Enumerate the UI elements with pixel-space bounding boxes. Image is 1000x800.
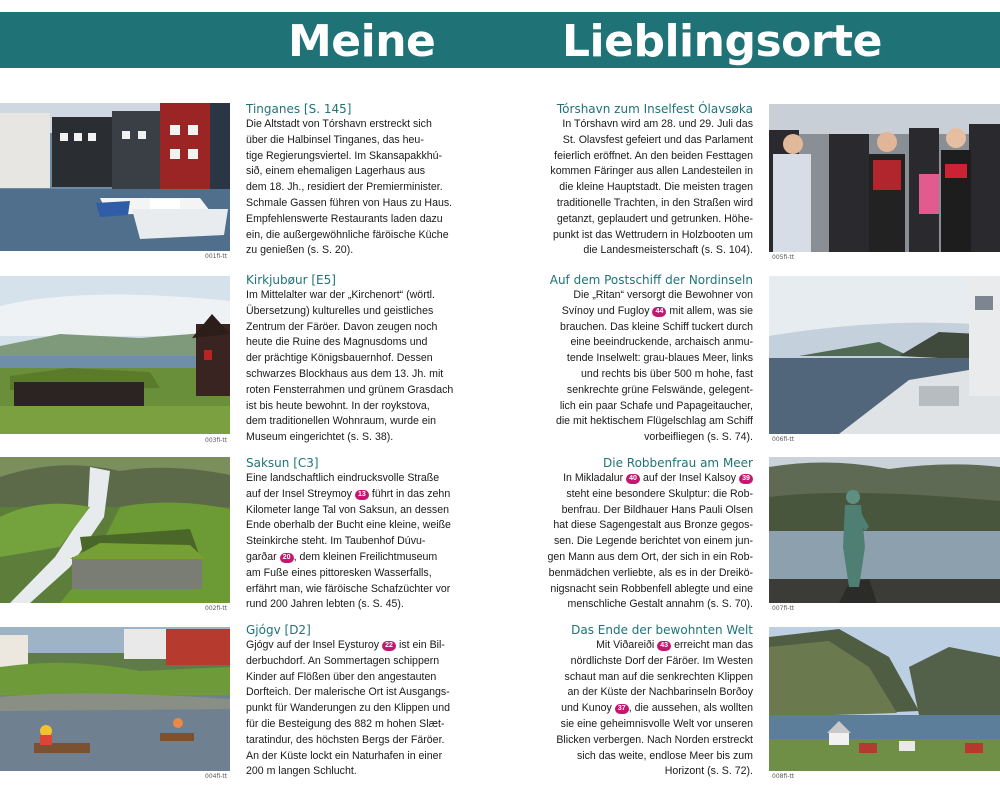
photo-credit: 004fi-tt xyxy=(205,773,228,780)
text-line: hat diese Sagengestalt aus Bronze gegos- xyxy=(553,519,753,532)
text-line: ist bis heute bewohnt. In der roykstova, xyxy=(246,399,430,412)
text-line: tige Regierungsviertel. Im Skansapakkhú- xyxy=(246,149,443,162)
text-line: schaut man auf die senkrechten Klippen xyxy=(564,670,753,683)
text-line: gen Mann aus dem Ort, der sich in ein Rob- xyxy=(547,550,753,563)
entry-olavsoka xyxy=(538,101,753,259)
entry-text xyxy=(538,117,753,259)
photo-robbenfrau-statue xyxy=(769,457,1000,603)
text-line: roten Fensterrahmen und grünem Grasdach xyxy=(246,383,454,396)
text-line: Mit Viðareiði 43 erreicht man das xyxy=(596,639,753,651)
text-line: über die Halbinsel Tinganes, das heu- xyxy=(246,133,424,146)
text-line: vorbeifliegen (s. S. 74). xyxy=(644,431,753,444)
text-line: lich ein paar Schafe und Papageitaucher, xyxy=(559,399,753,412)
text-line: erfährt man, wie färöische Schafzüchter vor xyxy=(246,582,451,595)
entry-text xyxy=(246,117,456,259)
text-line: eine beeindruckende, archaisch anmu- xyxy=(570,336,753,349)
photo-vidareidi-village xyxy=(769,627,1000,771)
entry-robbenfrau xyxy=(538,455,753,613)
text-line: feierlich eröffnet. An den beiden Festtagen xyxy=(554,149,753,162)
map-number-badge: 39 xyxy=(739,474,753,484)
text-line: für die Besteigung des 882 m hohen Slæt- xyxy=(246,717,445,730)
text-line: benfrau. Der Bildhauer Hans Pauli Olsen xyxy=(561,503,753,516)
text-line: Empfehlenswerte Restaurants laden dazu xyxy=(246,212,443,225)
text-line: nigsnacht sein Robbenfell ablegte und eine xyxy=(550,582,753,595)
photo-credit: 007fi-tt xyxy=(772,605,795,612)
text-line: die Landesmeisterschaft (s. S. 104). xyxy=(583,244,753,257)
entry-saksun xyxy=(246,455,456,613)
text-line: getanzt, geplaudert und getrunken. Höhe- xyxy=(556,212,753,225)
text-line: Dorfteich. Der malerische Ort ist Ausgangs- xyxy=(246,686,450,699)
map-number-badge: 40 xyxy=(626,474,640,484)
text-line: 200 m langen Schlucht. xyxy=(246,765,357,778)
entry-title: Gjógv [D2] xyxy=(246,623,311,637)
text-line: Die Altstadt von Tórshavn erstreckt sich xyxy=(246,118,432,130)
entry-tinganes xyxy=(246,101,456,259)
text-line: benmädchen verliebte, als es in der Dreikö- xyxy=(548,566,753,579)
map-number-badge: 20 xyxy=(280,553,294,563)
text-line: rund 200 Jahren lebten (s. S. 45). xyxy=(246,598,404,611)
map-number-badge: 43 xyxy=(657,641,671,651)
text-line: heute die Ruine des Magnusdoms und xyxy=(246,336,428,349)
photo-credit: 001fi-tt xyxy=(205,253,228,260)
entry-vidareidi xyxy=(538,622,753,780)
text-line: In Mikladalur 40 auf der Insel Kalsoy 39 xyxy=(538,471,753,487)
text-line: Kinder auf Flößen über den angestauten xyxy=(246,670,437,683)
text-line: punkt ist das Wettrudern in Holzbooten um xyxy=(552,228,753,241)
entry-text xyxy=(538,471,753,613)
text-line: sen. Die Legende berichtet von einem jun- xyxy=(553,535,753,548)
entry-title: Saksun [C3] xyxy=(246,456,319,470)
text-line: tende Inselwelt: grau-blaues Meer, links xyxy=(566,352,753,365)
entry-title: Tórshavn zum Inselfest Ólavsøka xyxy=(556,102,753,116)
text-line: Gjógv auf der Insel Eysturoy 22 ist ein Bil- xyxy=(246,639,445,651)
text-line: am Fuße eines pittoresken Wasserfalls, xyxy=(246,566,432,579)
text-line: Kilometer lange Tal von Saksun, an dessen xyxy=(246,503,449,516)
text-line: an der Küste der Nachbarinseln Borðoy xyxy=(567,686,753,699)
photo-olavsoka-crowd xyxy=(769,104,1000,252)
text-line: kommen Färinger aus allen Landesteilen in xyxy=(550,165,753,178)
text-line: ein, die außergewöhnliche färöische Küche xyxy=(246,228,449,241)
text-line: brauchen. Das kleine Schiff tuckert durch xyxy=(560,320,753,333)
heading-word-meine: Meine xyxy=(288,16,436,67)
map-number-badge: 13 xyxy=(355,490,369,500)
text-line: derbuchdorf. An Sommertagen schippern xyxy=(246,654,440,667)
entry-text xyxy=(246,471,456,613)
text-line: punkt für Wanderungen zu den Klippen und xyxy=(246,702,450,715)
text-line: Übersetzung) kulturelles und geistliches xyxy=(246,304,434,317)
text-line: nördlichste Dorf der Färöer. Im Westen xyxy=(570,654,753,667)
entry-gjogv xyxy=(246,622,456,780)
text-line: Die „Ritan“ versorgt die Bewohner von xyxy=(573,289,753,301)
text-line: dem 18. Jh., residiert der Premierminister. xyxy=(246,181,443,194)
text-line: dem traditionellen Wohnraum, wurde ein xyxy=(246,415,437,428)
text-line: Blicken verbergen. Nach Norden erstreckt xyxy=(556,733,753,746)
text-line: sie eine geheimnisvolle Welt vor unseren xyxy=(560,717,753,730)
photo-credit: 005fi-tt xyxy=(772,254,795,261)
text-line: die mit hektischem Flügelschlag am Schiff xyxy=(555,415,753,428)
text-line: Horizont (s. S. 72). xyxy=(664,765,753,778)
entry-text xyxy=(538,638,753,780)
photo-credit: 008fi-tt xyxy=(772,773,795,780)
map-number-badge: 44 xyxy=(652,307,666,317)
photo-postschiff-deck xyxy=(769,276,1000,434)
entry-title: Auf dem Postschiff der Nordinseln xyxy=(549,273,753,287)
text-line: Museum eingerichtet (s. S. 38). xyxy=(246,431,394,444)
text-line: In Tórshavn wird am 28. und 29. Juli das xyxy=(562,118,753,130)
text-line: schwarzes Blockhaus aus dem 13. Jh. mit xyxy=(246,367,444,380)
entry-text xyxy=(538,288,753,446)
text-line: der prächtige Königsbauernhof. Dessen xyxy=(246,352,433,365)
map-number-badge: 37 xyxy=(615,704,629,714)
text-line: St. Olavsfest gefeiert und das Parlament xyxy=(562,133,753,146)
photo-credit: 006fi-tt xyxy=(772,436,795,443)
entry-postschiff xyxy=(538,272,753,446)
entry-title: Tinganes [S. 145] xyxy=(246,102,352,116)
text-line: Im Mittelalter war der „Kirchenort“ (wörtl. xyxy=(246,289,435,301)
photo-tinganes-harbour xyxy=(0,103,230,251)
text-line: die kleine Hauptstadt. Die meisten tragen xyxy=(559,181,753,194)
photo-kirkjubour-farm xyxy=(0,276,230,434)
entry-kirkjubour xyxy=(246,272,456,446)
photo-credit: 003fi-tt xyxy=(205,437,228,444)
text-line: taratindur, des höchsten Bergs der Färöer. xyxy=(246,733,445,746)
text-line: Steinkirche steht. Im Taubenhof Dúvu- xyxy=(246,535,426,548)
text-line: Ende oberhalb der Bucht eine kleine, weiße xyxy=(246,519,451,532)
map-number-badge: 22 xyxy=(382,641,396,651)
text-line: sich das weite, endlose Meer bis zum xyxy=(576,749,753,762)
text-line: menschliche Gestalt annahm (s. S. 70). xyxy=(567,598,753,611)
text-line: und rechts bis über 500 m hohe, fast xyxy=(581,367,753,380)
text-line: steht eine besondere Skulptur: die Rob- xyxy=(566,487,753,500)
text-line: zu genießen (s. S. 20). xyxy=(246,244,354,257)
heading-word-lieblingsorte: Lieblingsorte xyxy=(562,16,882,67)
entry-title: Die Robbenfrau am Meer xyxy=(603,456,753,470)
text-line: und Kunoy 37 , die aussehen, als wollten xyxy=(561,702,753,715)
entry-text xyxy=(246,638,456,780)
text-line: senkrechte grüne Felswände, gelegent- xyxy=(566,383,753,396)
entry-text xyxy=(246,288,456,446)
text-line: Svínoy und Fugloy 44 mit allem, was sie xyxy=(561,304,753,317)
text-line: Schmale Gassen führen von Haus zu Haus. xyxy=(246,196,453,209)
text-line: An der Küste lockt ein Naturhafen in einer xyxy=(246,749,443,762)
photo-saksun-waterfall xyxy=(0,457,230,603)
entry-title: Kirkjubøur [E5] xyxy=(246,273,336,287)
text-line: Zentrum der Färöer. Davon zeugen noch xyxy=(246,320,438,333)
text-line: auf der Insel Streymoy 13 führt in das zehn xyxy=(246,487,451,500)
text-line: sið, einem ehemaligen Lagerhaus aus xyxy=(246,165,426,178)
photo-credit: 002fi-tt xyxy=(205,605,228,612)
text-line: traditionelle Trachten, in den Straßen wird xyxy=(556,196,753,209)
text-line: Eine landschaftlich eindrucksvolle Straße xyxy=(246,472,440,484)
photo-gjogv-pond xyxy=(0,627,230,771)
entry-title: Das Ende der bewohnten Welt xyxy=(571,623,753,637)
text-line: garðar 20 , dem kleinen Freilichtmuseum xyxy=(246,550,438,563)
